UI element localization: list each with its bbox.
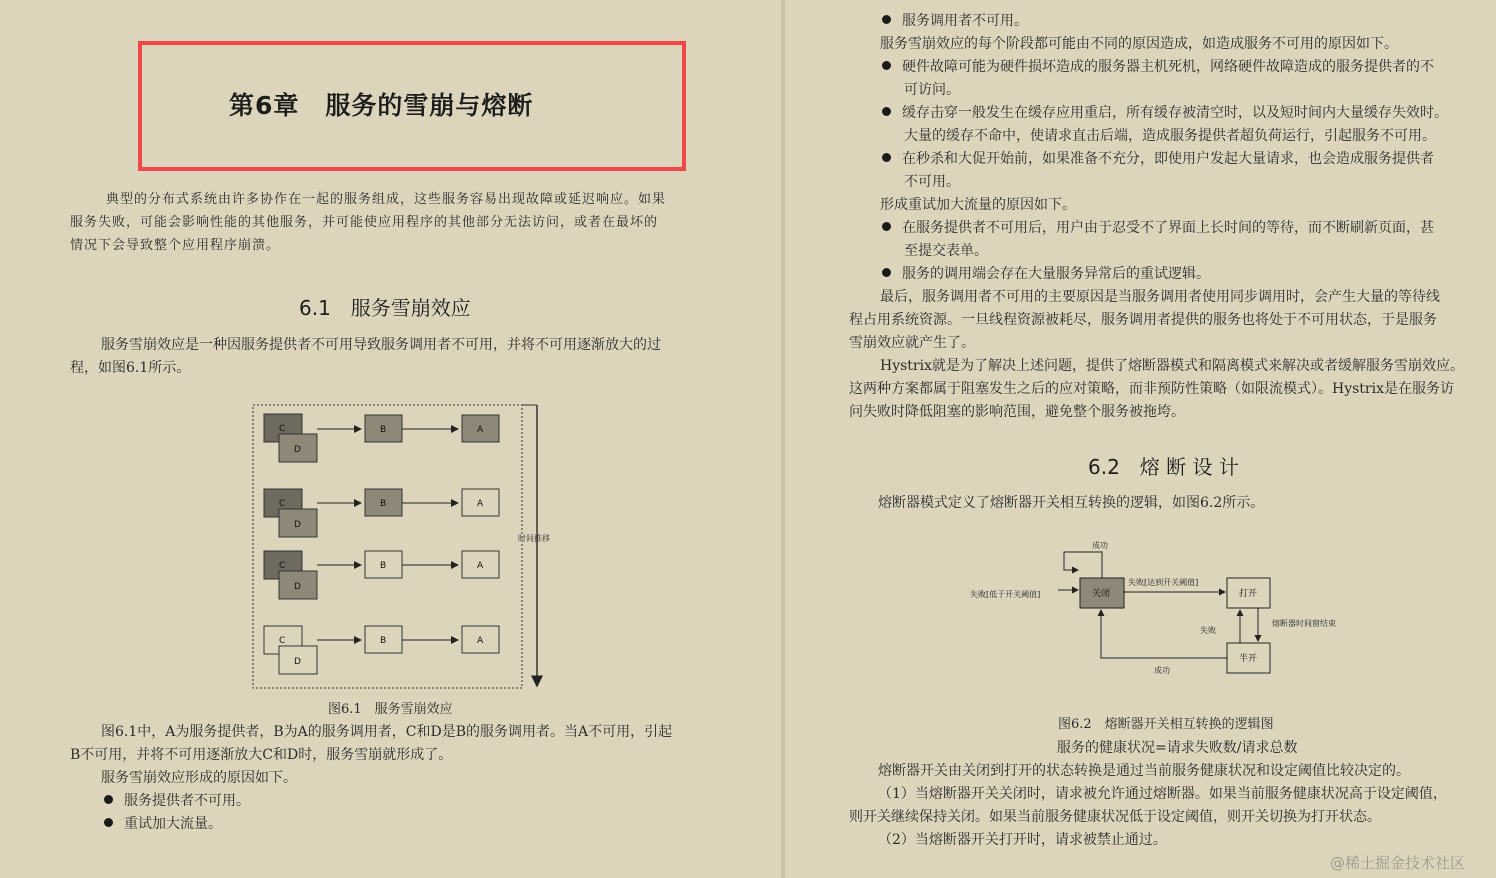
row-2 [264,489,499,537]
avalanche-diagram [250,400,550,696]
state-half-open-label: 半开 [1239,654,1258,664]
state-closed-label: 关闭 [1092,589,1111,599]
after-line-1: 熔断器开关由关闭到打开的状态转换是通过当前服务健康状况和设定阈值比较决定的。 [878,763,1410,779]
node-a-label: A [477,499,484,509]
chapter-title: 第6章 服务的雪崩与熔断 [229,91,534,120]
node-a-label: A [477,561,484,571]
intro-line-3: 情况下会导致整个应用程序崩溃。 [70,238,281,253]
right-text-line: 问失败时降低阻塞的影响范围，避免整个服务被拖垮。 [849,404,1185,420]
label-fail-reach: 失败[达到开关阈值] [1128,578,1199,587]
node-c-label: C [279,499,286,509]
state-open-label: 打开 [1239,589,1258,599]
para1-line-2: 程，如图6.1所示。 [70,360,191,376]
circuit-breaker-diagram [960,530,1360,690]
node-b-label: B [380,499,387,509]
row-3 [264,551,499,599]
section-6-2-intro: 熔断器模式定义了熔断器开关相互转换的逻辑，如图6.2所示。 [878,495,1265,511]
right-text-line: 程占用系统资源。一旦线程资源被耗尽，服务调用者提供的服务也将处于不可用状态，于是服务 [849,312,1437,328]
right-text-line: 形成重试加大流量的原因如下。 [880,197,1076,213]
right-text-line: 服务雪崩效应的每个阶段都可能由不同的原因造成，如造成服务不可用的原因如下。 [880,36,1398,52]
watermark: @稀土掘金技术社区 [1330,854,1466,872]
node-c-label: C [279,561,286,571]
intro-line-1: 典型的分布式系统由许多协作在一起的服务组成，这些服务容易出现故障或延迟响应。如果 [106,192,667,207]
right-text-line: 大量的缓存不命中，使请求直击后端，造成服务提供者超负荷运行，引起服务不可用。 [904,128,1436,144]
node-a-label: A [477,425,484,435]
para2-line-1: 图6.1中，A为服务提供者，B为A的服务调用者，C和D是B的服务调用者。当A不可用，引起 [101,724,673,740]
node-b-label: B [380,561,387,571]
right-text-line: 最后，服务调用者不可用的主要原因是当服务调用者使用同步调用时，会产生大量的等待线 [880,289,1440,305]
row-1 [264,414,499,462]
right-text-line: 雪崩效应就产生了。 [849,335,975,351]
right-bullet-line: 服务的调用端会存在大量服务异常后的重试逻辑。 [882,263,1210,286]
para1-line-1: 服务雪崩效应是一种因服务提供者不可用导致服务调用者不可用，并将不可用逐渐放大的过 [101,337,661,353]
node-d-label: D [294,520,301,530]
right-bullet-line: 在服务提供者不可用后，用户由于忍受不了界面上长时间的等待，而不断刷新页面，甚 [882,217,1434,240]
row-4 [264,626,499,674]
node-b-label: B [380,636,387,646]
node-d-label: D [294,582,301,592]
label-success-bottom: 成功 [1154,666,1170,675]
label-fail-below: 失败[低于开关阈值] [970,590,1041,599]
intro-line-2: 服务失败，可能会影响性能的其他服务，并可能使应用程序的其他部分无法访问，或者在最坏的 [70,215,659,230]
right-text-line: Hystrix就是为了解决上述问题，提供了熔断器模式和隔离模式来解决或者缓解服务雪崩效应。 [880,358,1464,374]
loop-success-top [1064,552,1102,578]
para2-line-2: B不可用，并将不可用逐渐放大C和D时，服务雪崩就形成了。 [70,747,453,763]
after-line-4: （2）当熔断器开关打开时，请求被禁止通过。 [878,832,1167,848]
right-bullet-line: 在秒杀和大促开始前，如果准备不充分，即使用户发起大量请求，也会造成服务提供者 [882,148,1434,171]
right-bullet-line: 服务调用者不可用。 [882,10,1028,33]
figure-6-2-caption: 图6.2 熔断器开关相互转换的逻辑图 [1058,717,1274,732]
health-formula: 服务的健康状况=请求失败数/请求总数 [1057,740,1298,756]
node-d-label: D [294,445,301,455]
right-text-line: 这两种方案都属于阻塞发生之后的应对策略，而非预防性策略（如限流模式）。Hystrix是在服务访 [849,381,1454,397]
right-bullet-line: 缓存击穿一般发生在缓存应用重启，所有缓存被清空时，以及短时间内大量缓存失效时。 [882,102,1448,125]
section-title-6-2: 6.2 熔 断 设 计 [1088,455,1239,479]
section-title-6-1: 6.1 服务雪崩效应 [299,296,471,320]
time-axis-label: 时间推移 [518,534,550,543]
figure-6-1-caption: 图6.1 服务雪崩效应 [328,702,453,717]
para2-line-3: 服务雪崩效应形成的原因如下。 [101,770,297,786]
label-fail: 失败 [1200,626,1216,635]
node-c-label: C [279,636,286,646]
node-d-label: D [294,657,301,667]
node-a-label: A [477,636,484,646]
left-bullet-1: 服务提供者不可用。 [104,790,250,813]
after-line-3: 则开关继续保持关闭。如果当前服务健康状况低于设定阈值，则开关切换为打开状态。 [849,809,1381,825]
node-c-label: C [279,424,286,434]
right-text-line: 至提交表单。 [904,243,988,259]
after-line-2: （1）当熔断器开关关闭时，请求被允许通过熔断器。如果当前服务健康状况高于设定阈值， [878,786,1447,802]
right-text-line: 不可用。 [904,174,960,190]
right-bullet-line: 硬件故障可能为硬件损坏造成的服务器主机死机，网络硬件故障造成的服务提供者的不 [882,56,1434,79]
node-b-label: B [380,425,387,435]
left-bullet-2: 重试加大流量。 [104,813,222,836]
label-timeout: 熔断器时间窗结束 [1272,619,1336,628]
label-success-top: 成功 [1092,541,1108,550]
right-text-line: 可访问。 [904,82,960,98]
